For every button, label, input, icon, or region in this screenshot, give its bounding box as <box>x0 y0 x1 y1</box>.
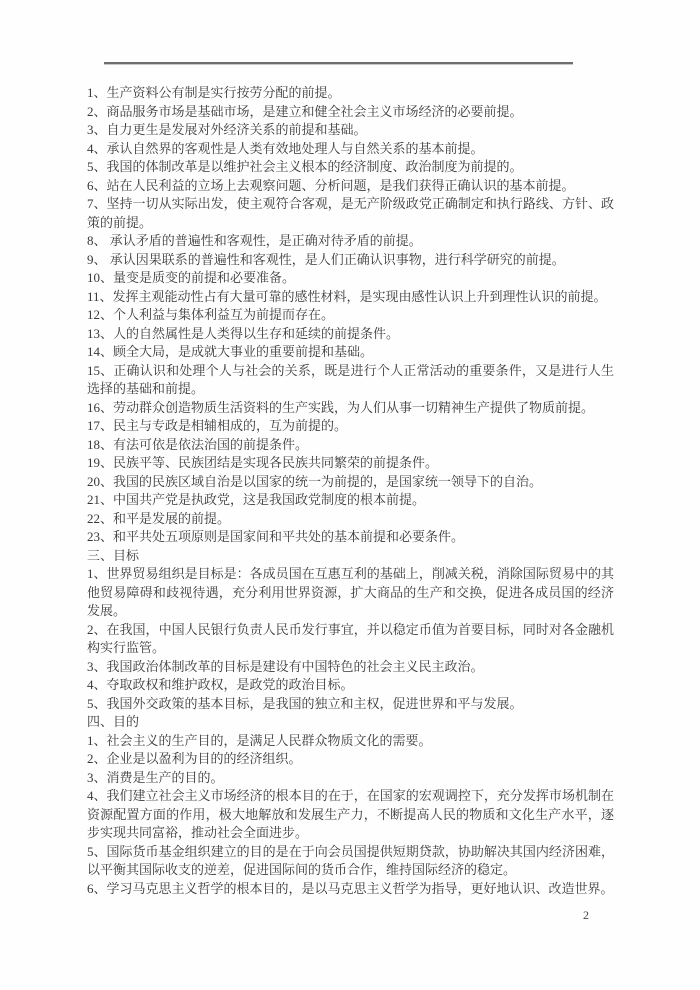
list-item: 17、民主与专政是相辅相成的，互为前提的。 <box>87 418 348 433</box>
list-item: 12、个人利益与集体利益互为前提而存在。 <box>87 307 335 322</box>
list-item: 16、劳动群众创造物质生活资料的生产实践，为人们从事一切精神生产提供了物质前提。 <box>87 399 595 415</box>
list-item: 23、和平共处五项原则是国家间和平共处的基本前提和必要条件。 <box>87 529 465 544</box>
list-item: 8、 承认矛盾的普遍性和客观性，是正确对待矛盾的前提。 <box>87 233 422 248</box>
document-content <box>87 84 614 898</box>
list-item: 3、自力更生是发展对外经济关系的前提和基础。 <box>87 122 367 137</box>
list-item: 13、人的自然属性是人类得以生存和延续的前提条件。 <box>87 325 400 341</box>
list-item: 21、中国共产党是执政党，这是我国政党制度的根本前提。 <box>87 492 426 507</box>
list-item: 10、量变是质变的前提和必要准备。 <box>87 270 296 285</box>
list-item: 6、站在人民利益的立场上去观察问题、分析问题，是我们获得正确认识的基本前提。 <box>87 177 575 193</box>
list-item: 4、夺取政权和维护政权，是政党的政治目标。 <box>87 677 354 692</box>
list-item: 3、我国政治体制改革的目标是建设有中国特色的社会主义民主政治。 <box>87 658 484 674</box>
list-item: 18、有法可依是依法治国的前提条件。 <box>87 436 309 452</box>
list-item: 7、坚持一切从实际出发，使主观符合客观，是无产阶级政党正确制定和执行路线、方针、政策的前提。 <box>87 196 614 230</box>
list-item: 11、发挥主观能动性占有大量可靠的感性材料，是实现由感性认识上升到理性认识的前提。 <box>87 288 607 304</box>
list-item: 5、国际货币基金组织建立的目的是在于向会员国提供短期贷款，协助解决其国内经济困难，以平衡其国际收支的逆差，促进国际间的货币合作，维持国际经济的稳定。 <box>87 843 614 877</box>
list-item: 22、和平是发展的前提。 <box>87 510 231 526</box>
list-item: 1、生产资料公有制是实行按劳分配的前提。 <box>87 85 341 100</box>
section-heading: 四、目的 <box>87 714 140 729</box>
list-item: 4、我们建立社会主义市场经济的根本目的在于，在国家的宏观调控下，充分发挥市场机制在资源配置方面的作用，极大地解放和发展生产力，不断提高人民的物质和文化生产水平，逐步实现共同富裕，推动社会全面进步。 <box>87 788 614 840</box>
list-item: 9、 承认因果联系的普遍性和客观性，是人们正确认识事物，进行科学研究的前提。 <box>87 251 565 267</box>
list-item: 3、消费是生产的目的。 <box>87 769 224 785</box>
list-item: 2、企业是以盈利为目的的经济组织。 <box>87 751 302 766</box>
list-item: 20、我国的民族区域自治是以国家的统一为前提的，是国家统一领导下的自治。 <box>87 473 543 489</box>
list-item: 19、民族平等、民族团结是实现各民族共同繁荣的前提条件。 <box>87 455 439 470</box>
list-item: 5、我国外交政策的基本目标，是我国的独立和主权，促进世界和平与发展。 <box>87 695 523 711</box>
list-item: 2、在我国，中国人民银行负责人民币发行事宜，并以稳定币值为首要目标，同时对各金融机构实行监管。 <box>87 621 614 655</box>
page-number: 2 <box>583 908 589 922</box>
list-item: 1、世界贸易组织是目标是：各成员国在互惠互利的基础上，削减关税，消除国际贸易中的其他贸易障碍和歧视待遇，充分利用世界资源，扩大商品的生产和交换，促进各成员国的经济发展。 <box>87 566 614 618</box>
list-item: 2、商品服务市场是基础市场，是建立和健全社会主义市场经济的必要前提。 <box>87 103 523 119</box>
header-rule <box>104 62 573 65</box>
list-item: 14、顾全大局，是成就大事业的重要前提和基础。 <box>87 344 374 359</box>
list-item: 4、承认自然界的客观性是人类有效地处理人与自然关系的基本前提。 <box>87 140 484 156</box>
list-item: 15、正确认识和处理个人与社会的关系，既是进行个人正常活动的重要条件，又是进行人生选择的基础和前提。 <box>87 362 614 396</box>
list-item: 6、学习马克思主义哲学的根本目的，是以马克思主义哲学为指导，更好地认识、改造世界。 <box>87 880 614 896</box>
section-heading: 三、目标 <box>87 547 140 563</box>
list-item: 1、社会主义的生产目的，是满足人民群众物质文化的需要。 <box>87 732 432 748</box>
list-item: 5、我国的体制改革是以维护社会主义根本的经济制度、政治制度为前提的。 <box>87 159 523 174</box>
